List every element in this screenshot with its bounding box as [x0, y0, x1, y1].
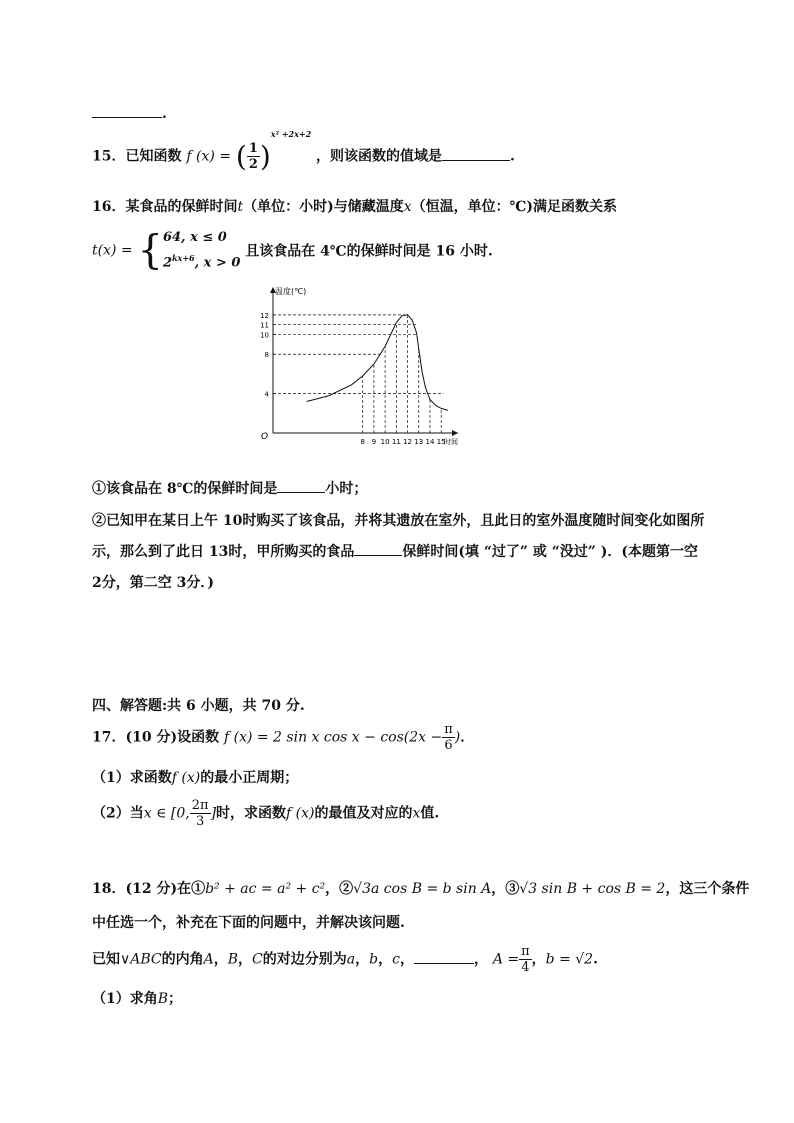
- answer-blank: [442, 146, 510, 161]
- y-tick-label: 12: [260, 311, 269, 320]
- question-18: 18．(12 分)在①b² + ac = a² + c²，②√3a cos B = b sin A，③√3 sin B + cos B = 2，这三个条件: [92, 881, 750, 897]
- x-tick-label: 12: [403, 438, 413, 446]
- x-tick-label: 11: [391, 438, 401, 446]
- y-tick-label: 11: [260, 321, 269, 330]
- q16-sub2-line2: 示，那么到了此日 13时，甲所购买的食品 保鲜时间(填 “过了” 或 “没过” )．(本题第一空: [92, 541, 698, 561]
- y-tick-label: 10: [260, 331, 269, 340]
- answer-blank: [277, 478, 325, 493]
- section-heading: 四、解答题:共 6 小题，共 70 分.: [92, 698, 305, 714]
- x-tick-label: 15: [436, 438, 446, 446]
- x-tick-label: 9: [371, 438, 377, 446]
- q18-line2: 中任选一个，补充在下面的问题中，并解决该问题.: [92, 915, 405, 931]
- y-axis-label: 温度(℃): [275, 287, 307, 296]
- q18-part1: （1）求角B；: [92, 991, 183, 1007]
- temperature-chart: [245, 283, 475, 448]
- q16-piecewise: t(x) = { 64, x ≤ 0 $2^{kx+6}$, x > 0 且该食品在 4℃的保鲜时间是 16 小时.: [92, 227, 493, 274]
- q16-sub2-line3: 2分，第二空 3分．): [92, 575, 214, 591]
- y-tick-label: 8: [264, 351, 269, 360]
- q16-sub2-line1: ②已知甲在某日上午 10时购买了该食品，并将其遗放在室外，且此日的室外温度随时间变化如图所: [92, 513, 705, 529]
- answer-blank: [92, 103, 162, 118]
- question-16: 16．某食品的保鲜时间t（单位：小时)与储藏温度x（恒温，单位：℃)满足函数关系: [92, 199, 618, 215]
- x-tick-label: 10: [380, 438, 390, 446]
- q16-sub1: ①该食品在 8℃的保鲜时间是 小时；: [92, 478, 367, 498]
- answer-blank: [414, 949, 474, 964]
- x-tick-label: 14: [425, 438, 435, 446]
- answer-blank: [354, 541, 402, 556]
- q17-part2: （2）当x ∈ [0, $\frac{2\pi}{3}$ ]时，求函数f (x)的最值及对应的x值.: [92, 798, 440, 829]
- x-axis-arrow: [452, 430, 458, 436]
- q14-tail: .: [92, 103, 167, 122]
- y-tick-label: 4: [264, 390, 269, 399]
- x-tick-label: 8: [360, 438, 365, 446]
- question-15: 15．已知函数 f (x) = ( $\frac{1}{2}$ )$^{x^2 +2x+2}$ ，则该函数的值域是 .: [92, 128, 515, 173]
- origin-label: O: [261, 432, 269, 442]
- q18-line3: 已知∨ABC的内角A，B，C的对边分别为a，b，c， ， A = $\frac{\pi}{4}$ ，b = √2.: [92, 944, 598, 975]
- temperature-curve: [307, 315, 448, 411]
- question-17: 17．(10 分)设函数 f (x) = 2 sin x cos x − cos(2x − $\frac{\pi}{6}$ )．: [92, 722, 475, 753]
- x-tick-label: 13: [414, 438, 424, 446]
- q17-part1: （1）求函数f (x)的最小正周期；: [92, 770, 299, 786]
- x-axis-label: 时间: [444, 438, 458, 446]
